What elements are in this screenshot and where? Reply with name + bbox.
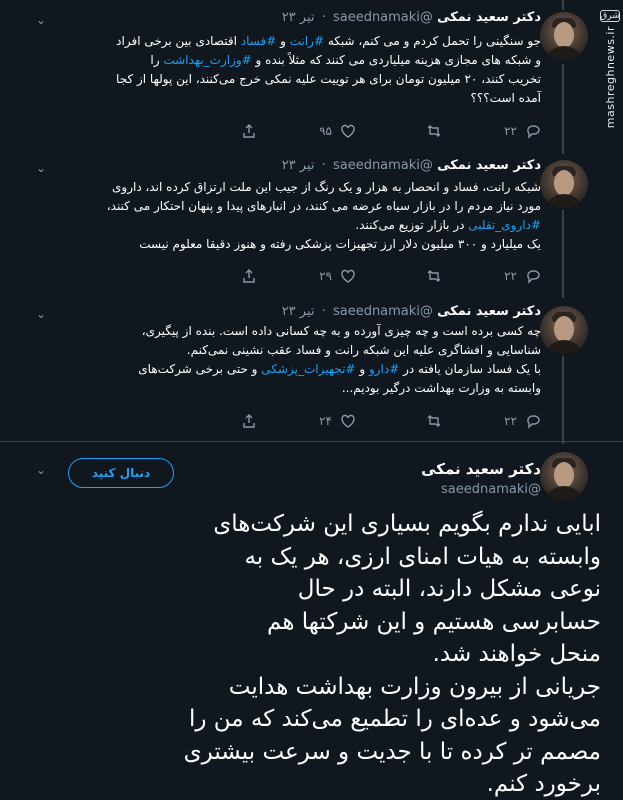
follow-button[interactable]: دنبال کنید (68, 458, 174, 488)
main-tweet-header (421, 460, 541, 478)
tweet-line (41, 360, 541, 379)
reply-count: ۲۲ (504, 414, 517, 428)
share-icon (241, 123, 257, 139)
main-tweet-line: نوعی مشکل دارند، البته در حال (297, 576, 601, 602)
author-handle[interactable]: @saeednamaki (332, 304, 433, 319)
author-name[interactable]: دکتر سعید نمکی (437, 10, 541, 25)
reply-button[interactable] (504, 123, 541, 139)
author-handle[interactable]: @saeednamaki (332, 158, 433, 173)
avatar[interactable] (540, 12, 588, 60)
hashtag-link[interactable]: #رانت (289, 34, 324, 48)
tweet-text (41, 178, 541, 254)
retweet-icon (426, 413, 442, 429)
like-button[interactable] (319, 413, 356, 429)
share-icon (241, 268, 257, 284)
main-tweet-line: ابایی ندارم بگویم بسیاری این شرکت‌های (213, 511, 601, 537)
tweet-text (41, 32, 541, 108)
tweet-text-segment: شبکه رانت، فساد و انحصار به هزار و یک رنگ از جیب این ملت ارتزاق کرده اند، داروی (112, 180, 541, 194)
watermark-site: mashreghnews.ir (603, 26, 617, 129)
author-name[interactable]: دکتر سعید نمکی (421, 460, 541, 478)
tweet-line (41, 216, 541, 235)
tweet-line (41, 178, 541, 197)
chevron-down-icon[interactable]: ⌄ (36, 307, 47, 321)
like-count: ۲۴ (319, 414, 332, 428)
retweet-icon (426, 123, 442, 139)
tweet-line (41, 89, 541, 108)
author-handle[interactable]: @saeednamaki (441, 482, 541, 497)
hashtag-link[interactable]: #وزارت_بهداشت (163, 53, 252, 67)
tweet-date[interactable]: تیر ۲۳ (281, 158, 315, 173)
reply-button[interactable] (504, 413, 541, 429)
share-button[interactable] (241, 268, 257, 284)
tweet-line (41, 51, 541, 70)
tweet-text-segment: و شبکه های مجازی هزینه میلیاردی می کنند که مثلاً بنده و (251, 53, 541, 67)
heart-icon (340, 123, 356, 139)
tweet-header: دکتر سعید نمکی @saeednamaki · تیر ۲۳ (281, 304, 541, 319)
tweet-date[interactable]: تیر ۲۳ (281, 304, 315, 319)
main-tweet-line: حسابرسی هستیم و این شرکتها هم (267, 608, 601, 635)
tweet-text-segment: و (276, 34, 290, 48)
tweet-header: دکتر سعید نمکی @saeednamaki · تیر ۲۳ (281, 10, 541, 25)
author-handle[interactable]: @saeednamaki (332, 10, 433, 25)
retweet-icon (426, 268, 442, 284)
tweet-line (41, 70, 541, 89)
chevron-down-icon[interactable]: ⌄ (36, 13, 47, 27)
tweet-line (41, 341, 541, 360)
author-name[interactable]: دکتر سعید نمکی (437, 158, 541, 173)
tweet-text-segment: یک میلیارد و ۳۰۰ میلیون دلار ارز تجهیزات پزشکی رفته و هنوز دقیقا معلوم نیست (139, 237, 541, 251)
tweet-text-segment: با یک فساد سازمان یافته در (399, 362, 541, 376)
hashtag-link[interactable]: #تجهیزات_پزشکی (261, 362, 356, 376)
main-tweet-line: جریانی از بیرون وزارت بهداشت هدایت (228, 673, 601, 700)
reply-button[interactable] (504, 268, 541, 284)
avatar[interactable] (540, 306, 588, 354)
watermark-logo: شرق (600, 11, 620, 21)
main-tweet-handle-row (441, 482, 541, 497)
tweet[interactable] (0, 150, 623, 296)
tweet-text-segment: شناسایی و افشاگری علیه این شبکه رانت و فساد عقب نشینی نمی‌کنم. (186, 343, 541, 357)
avatar[interactable] (540, 160, 588, 208)
tweet-text-segment: و حتی برخی شرکت‌های (138, 362, 262, 376)
tweet-actions (241, 268, 541, 284)
tweet-header: دکتر سعید نمکی @saeednamaki · تیر ۲۳ (281, 158, 541, 173)
share-icon (241, 413, 257, 429)
hashtag-link[interactable]: #دارو (368, 362, 400, 376)
reply-icon (525, 413, 541, 429)
tweet-text-segment: آمده است؟؟؟ (470, 91, 541, 105)
tweet-line (41, 379, 541, 398)
tweet-line (41, 235, 541, 254)
like-button[interactable] (319, 268, 356, 284)
tweet-text-segment: جو سنگینی را تحمل کردم و می کنم، شبکه (324, 34, 541, 48)
tweet-line (41, 322, 541, 341)
chevron-down-icon[interactable]: ⌄ (36, 463, 47, 477)
heart-icon (340, 268, 356, 284)
tweet-text-segment: را (150, 53, 164, 67)
tweet-text-segment: مورد نیاز مردم را در بازار سیاه عرضه می کنند، در انبارهای پیدا و پنهان احتکار می کنند، (106, 199, 541, 213)
hashtag-link[interactable]: #فساد (240, 34, 277, 48)
tweet-text-segment: در بازار توزیع می‌کنند. (355, 218, 469, 232)
tweet-actions (241, 413, 541, 429)
reply-count: ۲۲ (504, 124, 517, 138)
share-button[interactable] (241, 413, 257, 429)
retweet-button[interactable] (418, 413, 442, 429)
tweet-text-segment: و (355, 362, 369, 376)
avatar[interactable] (540, 452, 588, 500)
tweet-line (41, 32, 541, 51)
chevron-down-icon[interactable]: ⌄ (36, 161, 47, 175)
main-tweet-line: برخورد کنم. (486, 771, 601, 797)
like-count: ۲۹ (319, 269, 332, 283)
tweet-date[interactable]: تیر ۲۳ (281, 10, 315, 25)
tweet-text (41, 322, 541, 398)
tweet-text-segment: اقتصادی بین برخی افراد (116, 34, 241, 48)
main-tweet-line: مصمم تر کرده تا با جدیت و سرعت بیشتری (183, 738, 601, 765)
reply-icon (525, 123, 541, 139)
like-count: ۹۵ (319, 124, 332, 138)
retweet-button[interactable] (418, 268, 442, 284)
retweet-button[interactable] (418, 123, 442, 139)
heart-icon (340, 413, 356, 429)
main-tweet-line: وابسته به هیات امنای ارزی، هر یک به (244, 543, 601, 570)
like-button[interactable] (319, 123, 356, 139)
main-tweet-line: می‌شود و عده‌ای را تطمیع می‌کند که من را (188, 706, 601, 732)
tweet-actions (241, 123, 541, 139)
reply-count: ۲۲ (504, 269, 517, 283)
author-name[interactable]: دکتر سعید نمکی (437, 304, 541, 319)
reply-icon (525, 268, 541, 284)
tweet-text-segment: تخریب کنند، ۲۰ میلیون تومان برای هر توییت علیه نمکی خرج می‌کنند، این پولها از کجا (116, 72, 541, 86)
share-button[interactable] (241, 123, 257, 139)
main-tweet-text (21, 508, 601, 800)
tweet-text-segment: وابسته به وزارت بهداشت درگیر بودیم... (341, 381, 541, 395)
tweet[interactable] (0, 0, 623, 150)
main-tweet-line: منحل خواهند شد. (432, 641, 601, 667)
tweet[interactable] (0, 296, 623, 442)
hashtag-link[interactable]: #داروی_تقلبی (468, 218, 541, 232)
tweet-text-segment: چه کسی برده است و چه چیزی آورده و به چه کسانی داده است. بنده از پیگیری، (141, 324, 541, 338)
tweet-line (41, 197, 541, 216)
